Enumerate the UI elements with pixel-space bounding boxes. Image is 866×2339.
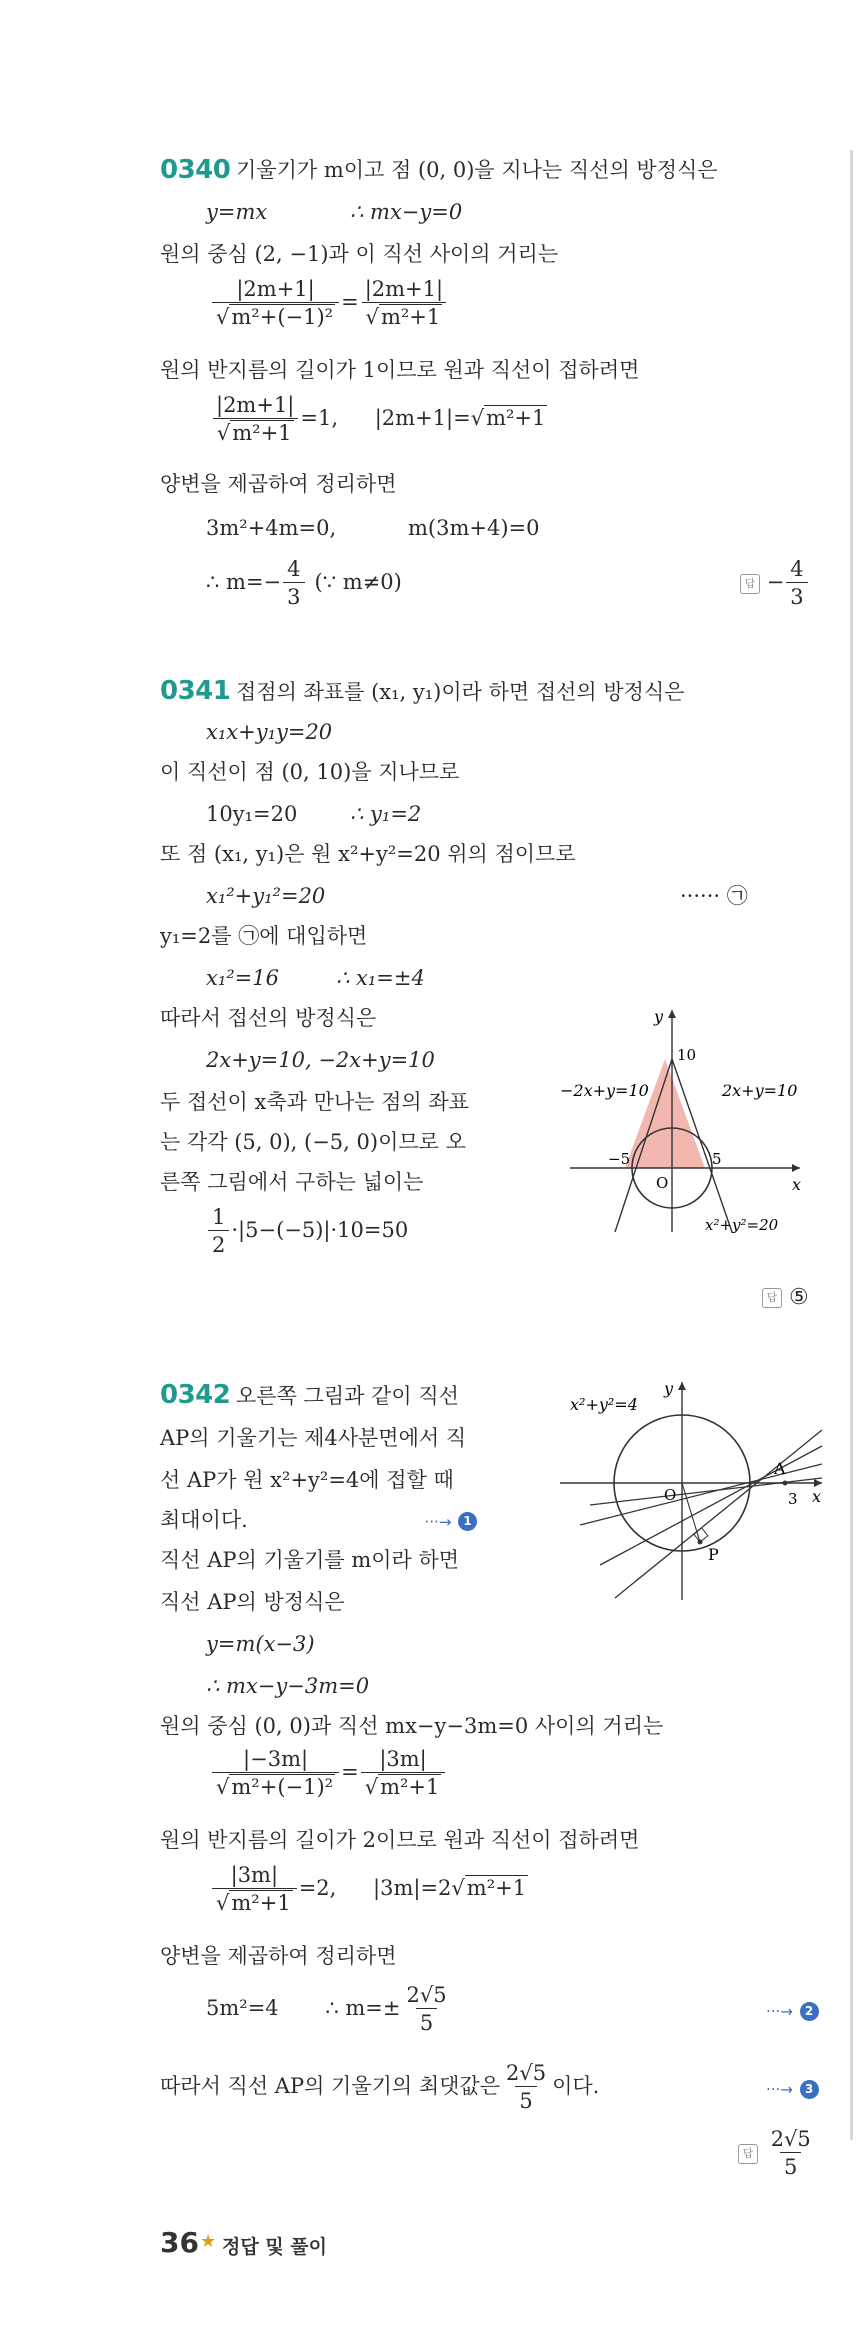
text-line [160, 1506, 477, 1536]
answer-fraction [767, 2126, 815, 2181]
right-margin-bar [850, 150, 853, 2140]
numerator: 2√5 [770, 2127, 811, 2151]
fraction [402, 1982, 450, 2037]
result-row [206, 1982, 453, 2037]
radicand: m²+1 [232, 421, 292, 445]
step-arrow-icon: ···→ [766, 2080, 793, 2099]
equation-part: =1, [300, 406, 339, 430]
fraction [502, 2060, 550, 2115]
secant-line [580, 1464, 822, 1525]
tangent-condition-row: $\frac{|3m|}{\text{√m²+1}}$ =2, |3m|=2√m²+1 [210, 1862, 528, 1917]
denominator: √m²+(−1)² [212, 302, 339, 331]
denominator: 5 [780, 2152, 801, 2181]
origin-label: O [656, 1174, 669, 1192]
minus-five-label: −5 [608, 1150, 631, 1168]
numerator: |−3m| [243, 1747, 309, 1771]
answer-icon: 답 [740, 574, 760, 594]
fraction [212, 1862, 297, 1917]
y-label: y [664, 1379, 674, 1398]
x-label: x [812, 1487, 822, 1506]
circle-label: x²+y²=20 [705, 1216, 779, 1234]
three-label: 3 [788, 1490, 798, 1508]
text-line: 양변을 제곱하여 정리하면 [160, 472, 397, 496]
equation-part: |2m+1|= [374, 406, 471, 430]
y-arrow [668, 1010, 676, 1018]
text: 이다. [552, 2074, 600, 2098]
fraction [212, 392, 298, 447]
tangent-condition-row: $\frac{|2m+1|}{\text{√m²+1}}$ =1, |2m+1|=√m²+1 [210, 392, 547, 447]
text-line: 는 각각 (5, 0), (−5, 0)이므로 오 [160, 1130, 466, 1154]
text-line: 직선 AP의 기울기를 m이라 하면 [160, 1548, 460, 1572]
text-line: 두 접선이 x축과 만나는 점의 좌표 [160, 1090, 469, 1114]
five-label: 5 [712, 1150, 722, 1168]
fraction [212, 1746, 339, 1801]
numerator: 2√5 [506, 2061, 547, 2085]
answer [762, 1284, 809, 1312]
denominator: 5 [515, 2086, 536, 2115]
equation: x₁x+y₁y=20 [206, 720, 333, 744]
text-line: 따라서 접선의 방정식은 [160, 1006, 377, 1030]
equation: x₁²=16 [206, 966, 279, 990]
text-line: 원의 중심 (2, −1)과 이 직선 사이의 거리는 [160, 242, 559, 266]
numerator: |2m+1| [236, 277, 315, 301]
text-line: 이 직선이 점 (0, 10)을 지나므로 [160, 760, 460, 784]
numerator: 1 [212, 1205, 226, 1229]
answer-icon: 답 [738, 2144, 758, 2164]
step-marker: 1 [458, 1512, 477, 1531]
text-line: 양변을 제곱하여 정리하면 [160, 1944, 397, 1968]
equation-mark: ······ ㉠ [680, 884, 748, 908]
text: 따라서 직선 AP의 기울기의 최댓값은 [160, 2074, 500, 2098]
denominator: √m²+1 [362, 302, 447, 331]
denominator: √m²+1 [361, 1772, 446, 1801]
numerator: 2√5 [406, 1983, 447, 2007]
denominator: 3 [786, 582, 807, 611]
answer-value: ⑤ [789, 1285, 809, 1310]
answer [738, 2126, 817, 2181]
numerator: |2m+1| [216, 393, 295, 417]
text: 최대이다. [160, 1508, 248, 1532]
star-icon: ★ [200, 2231, 217, 2252]
fraction [212, 276, 339, 331]
equation: 3m²+4m=0, [206, 516, 337, 540]
point-a-label: A [774, 1459, 786, 1478]
tangent-slope-figure [560, 1370, 830, 1610]
tangent-lines-figure [560, 1000, 820, 1250]
conclusion-row [160, 2060, 599, 2115]
fraction [208, 1204, 229, 1259]
radicand: m²+1 [380, 1775, 440, 1799]
equation-part: |3m|=2 [373, 1876, 452, 1900]
step-arrow-icon: ···→ [424, 1512, 452, 1531]
equation: y=mx [206, 200, 268, 224]
distance-fraction-row: $\frac{|-3m|}{\text{√m²+(−1)²}}$ = $\frac{|3m|}{\text{√m²+1}}$ [210, 1746, 447, 1801]
equation: 10y₁=20 [206, 802, 298, 826]
answer [740, 556, 810, 611]
equation: ∴ x₁=±4 [336, 966, 425, 990]
point-a [783, 1481, 788, 1486]
y-arrow [678, 1382, 686, 1390]
text-line: 직선 AP의 방정식은 [160, 1590, 345, 1614]
tangent-line [615, 1430, 822, 1598]
y-intercept-label: 10 [677, 1046, 697, 1064]
left-line-label: −2x+y=10 [560, 1081, 649, 1100]
radicand: m²+1 [466, 1876, 527, 1900]
text-line: y₁=2를 ㉠에 대입하면 [160, 924, 368, 948]
result-row [206, 556, 402, 611]
text-line: 기울기가 m이고 점 (0, 0)을 지나는 직선의 방정식은 [236, 158, 718, 182]
denominator: √m²+1 [213, 418, 298, 447]
fraction [361, 1746, 446, 1801]
problem-number: 0341 [160, 676, 231, 706]
equation: x₁²+y₁²=20 [206, 884, 326, 908]
equation-part: =2, [298, 1876, 337, 1900]
text-line: 원의 반지름의 길이가 2이므로 원과 직선이 접하려면 [160, 1828, 640, 1852]
footer-label: 정답 및 풀이 [222, 2236, 327, 2258]
equation: ∴ y₁=2 [350, 802, 422, 826]
radicand: m²+1 [231, 1891, 291, 1915]
point-p-label: P [708, 1545, 719, 1564]
radicand: m²+(−1)² [231, 1775, 334, 1799]
text-line: 선 AP가 원 x²+y²=4에 접할 때 [160, 1468, 454, 1492]
fraction [283, 556, 304, 611]
denominator: 3 [283, 582, 304, 611]
equation-part: ·|5−(−5)|·10=50 [231, 1218, 409, 1242]
page-number: 36 [160, 2226, 199, 2259]
radicand: m²+(−1)² [231, 305, 334, 329]
equation-part: ∴ m=− [206, 570, 282, 594]
equation-part: (∵ m≠0) [314, 570, 402, 594]
equation: y=m(x−3) [206, 1632, 315, 1656]
equation: m(3m+4)=0 [408, 516, 540, 540]
numerator: |3m| [230, 1863, 279, 1887]
text-line: 접점의 좌표를 (x₁, y₁)이라 하면 접선의 방정식은 [236, 680, 685, 704]
step-marker: 2 [800, 2002, 819, 2021]
radicand: m²+1 [486, 406, 546, 430]
text-line: AP의 기울기는 제4사분면에서 직 [160, 1426, 467, 1450]
origin-label: O [664, 1486, 677, 1504]
step-marker: 3 [800, 2080, 819, 2099]
answer-fraction [786, 556, 807, 611]
y-label: y [654, 1007, 664, 1026]
text-line: 오른쪽 그림과 같이 직선 [236, 1384, 459, 1408]
x-arrow [814, 1479, 822, 1487]
numerator: 4 [790, 557, 804, 581]
fraction [361, 276, 447, 331]
area-row [206, 1204, 408, 1259]
circle-label: x²+y²=4 [570, 1395, 638, 1414]
equation: ∴ mx−y−3m=0 [206, 1674, 370, 1698]
x-label: x [792, 1175, 802, 1194]
equation-part: ∴ m=± [325, 1996, 401, 2020]
equation: 2x+y=10, −2x+y=10 [206, 1048, 435, 1072]
point-p [698, 1540, 703, 1545]
text-line: 원의 반지름의 길이가 1이므로 원과 직선이 접하려면 [160, 358, 640, 382]
step-arrow-icon: ···→ [766, 2002, 793, 2021]
text-line: 또 점 (x₁, y₁)은 원 x²+y²=20 위의 점이므로 [160, 842, 576, 866]
numerator: |2m+1| [364, 277, 444, 301]
numerator: |3m| [379, 1747, 427, 1771]
denominator: √m²+(−1)² [212, 1772, 339, 1801]
answer-icon: 답 [762, 1288, 782, 1308]
text-line: 른쪽 그림에서 구하는 넓이는 [160, 1170, 424, 1194]
step-marker-row [766, 2074, 819, 2104]
x-arrow [792, 1164, 800, 1172]
numerator: 4 [287, 557, 301, 581]
denominator: 5 [416, 2008, 437, 2037]
text-line: 원의 중심 (0, 0)과 직선 mx−y−3m=0 사이의 거리는 [160, 1714, 664, 1738]
distance-fraction-row: $\frac{|2m+1|}{\text{√m²+(−1)²}}$ = $\frac{|2m+1|}{\text{√m²+1}}$ [210, 276, 449, 331]
right-line-label: 2x+y=10 [722, 1081, 798, 1100]
radicand: m²+1 [380, 305, 441, 329]
shaded-triangle [625, 1059, 705, 1168]
equation-part: 5m²=4 [206, 1996, 279, 2020]
denominator: 2 [208, 1230, 229, 1259]
answer-sign: − [766, 570, 785, 594]
problem-number: 0342 [160, 1380, 231, 1410]
equation: ∴ mx−y=0 [350, 200, 463, 224]
problem-number: 0340 [160, 155, 231, 185]
step-marker-row [766, 1996, 819, 2026]
denominator: √m²+1 [212, 1888, 297, 1917]
